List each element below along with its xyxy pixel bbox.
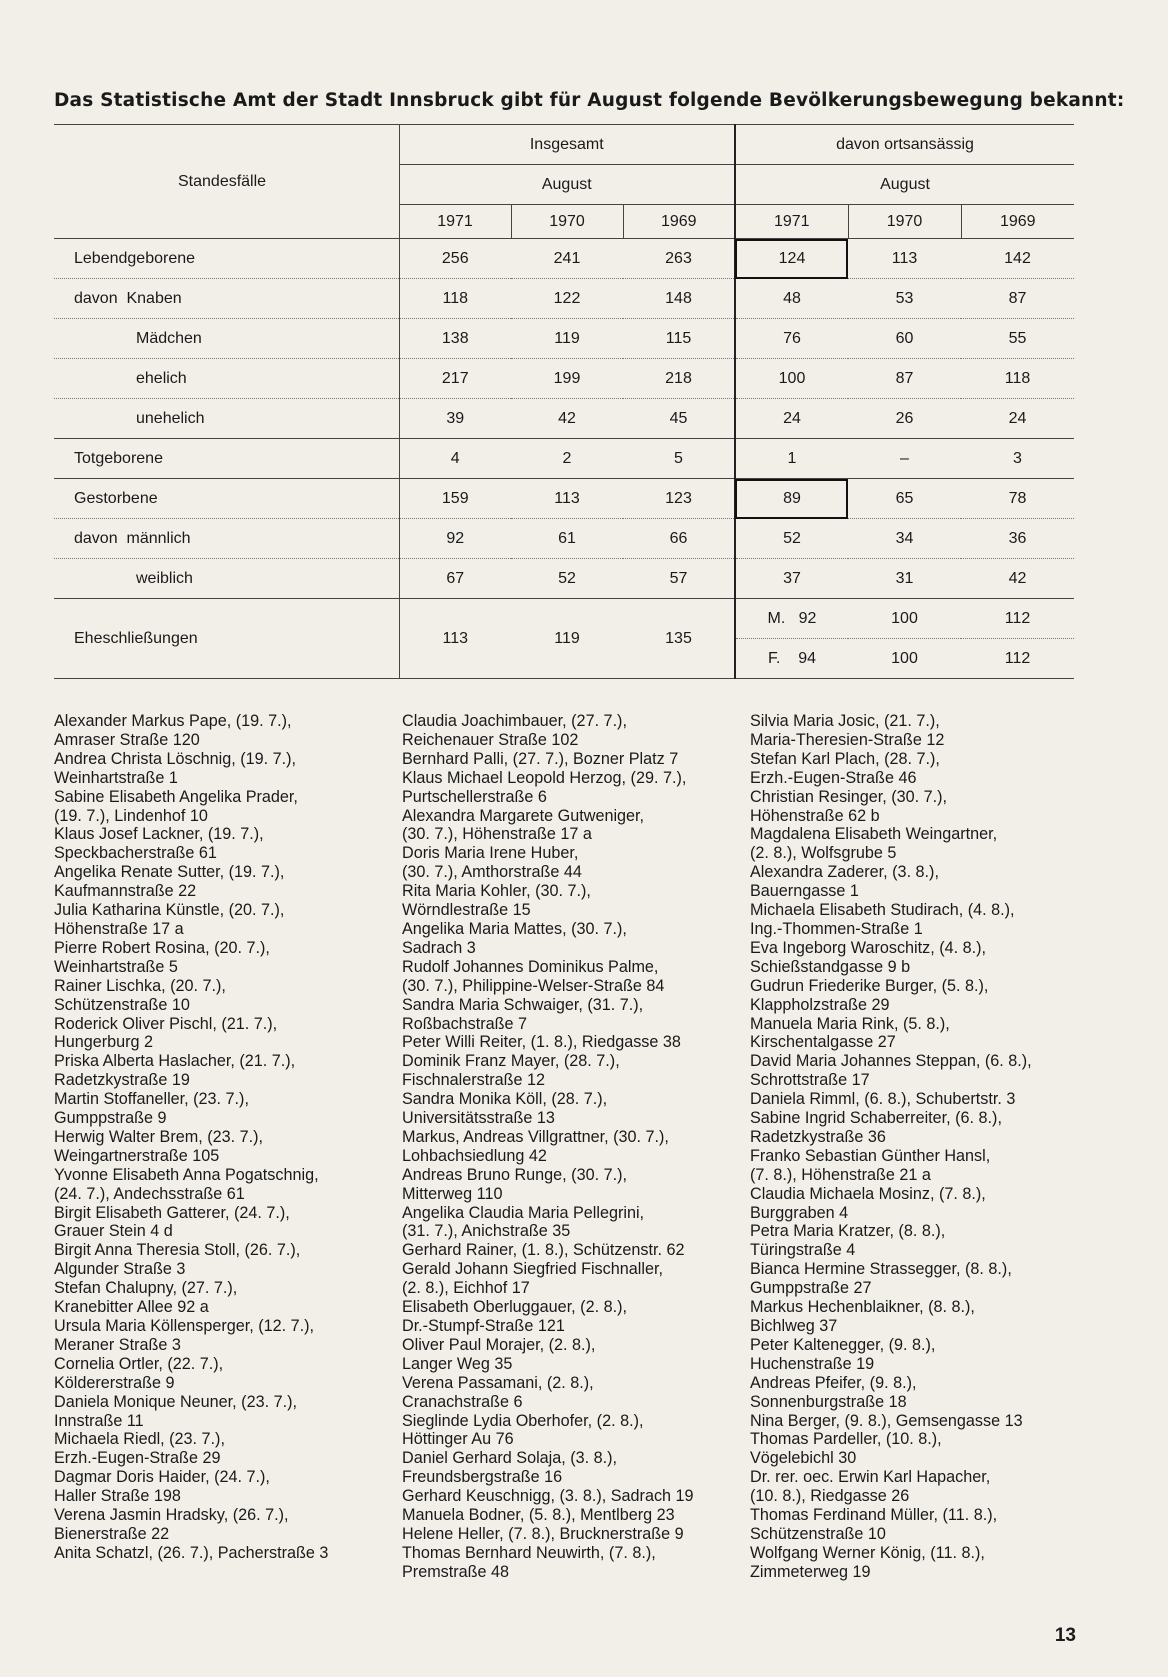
list-line: Dagmar Doris Haider, (24. 7.), (54, 1468, 270, 1487)
row-prefix: davon (74, 289, 118, 307)
list-line: Bernhard Palli, (27. 7.), Bozner Platz 7 (402, 749, 679, 768)
table-cell: 142 (961, 239, 1074, 279)
list-line: Mitterweg 110 (402, 1184, 503, 1203)
list-line: Franko Sebastian Günther Hansl, (750, 1146, 991, 1165)
list-line: (19. 7.), Lindenhof 10 (54, 806, 208, 825)
list-line: (30. 7.), Philippine-Welser-Straße 84 (402, 976, 665, 995)
population-statistics-table (54, 124, 1074, 680)
list-line: Weingartnerstraße 105 (54, 1146, 220, 1165)
list-line: Innstraße 11 (54, 1411, 144, 1430)
list-line: Gerhard Rainer, (1. 8.), Schützenstr. 62 (402, 1241, 685, 1260)
table-cell: 42 (961, 559, 1074, 599)
table-cell-boxed: 124 (735, 239, 848, 279)
list-line: Bauerngasse 1 (750, 882, 859, 901)
table-cell: 1 (735, 439, 848, 479)
list-line: (30. 7.), Amthorstraße 44 (402, 863, 582, 882)
table-cell: 112 (961, 639, 1074, 679)
list-line: Gudrun Friederike Burger, (5. 8.), (750, 976, 989, 995)
sex-prefix: M. (767, 609, 786, 627)
table-cell: 76 (735, 319, 848, 359)
table-cell: 115 (623, 319, 735, 359)
list-line: Burggraben 4 (750, 1203, 849, 1222)
table-cell: 57 (623, 559, 735, 599)
list-line: Michaela Riedl, (23. 7.), (54, 1430, 225, 1449)
row-label: Eheschließungen (54, 599, 399, 679)
table-cell: 61 (511, 519, 623, 559)
list-line: Radetzkystraße 36 (750, 1127, 886, 1146)
table-cell: 26 (848, 399, 961, 439)
list-line: Wörndlestraße 15 (402, 901, 531, 920)
row-label: Lebendgeborene (54, 239, 399, 279)
list-line: Christian Resinger, (30. 7.), (750, 787, 948, 806)
group-header-ortsansaessig: davon ortsansässig (735, 125, 1074, 165)
list-line: Andreas Pfeifer, (9. 8.), (750, 1373, 917, 1392)
list-line: Sieglinde Lydia Oberhofer, (2. 8.), (402, 1411, 644, 1430)
list-line: Rainer Lischka, (20. 7.), (54, 976, 226, 995)
list-line: Weinhartstraße 5 (54, 957, 178, 976)
table-cell: 53 (848, 279, 961, 319)
list-line: Gumppstraße 9 (54, 1109, 167, 1128)
list-line: Radetzkystraße 19 (54, 1071, 190, 1090)
list-line: Cornelia Ortler, (22. 7.), (54, 1354, 224, 1373)
list-line: (10. 8.), Riedgasse 26 (750, 1487, 910, 1506)
table-cell: 123 (623, 479, 735, 519)
list-line: Gerald Johann Siegfried Fischnaller, (402, 1260, 663, 1279)
year-header: 1969 (961, 205, 1074, 239)
list-line: Premstraße 48 (402, 1562, 510, 1581)
list-line: Fischnalerstraße 12 (402, 1071, 546, 1090)
year-header: 1971 (735, 205, 848, 239)
table-cell: 122 (511, 279, 623, 319)
table-cell: 263 (623, 239, 735, 279)
table-cell: – (848, 439, 961, 479)
list-line: Weinhartstraße 1 (54, 768, 178, 787)
list-line: Universitätsstraße 13 (402, 1109, 555, 1128)
list-line: Helene Heller, (7. 8.), Brucknerstraße 9 (402, 1524, 684, 1543)
table-cell: 218 (623, 359, 735, 399)
table-cell: 113 (848, 239, 961, 279)
row-header-standesfaelle: Standesfälle (54, 125, 399, 239)
list-line: (2. 8.), Wolfsgrube 5 (750, 844, 897, 863)
list-line: Haller Straße 198 (54, 1487, 181, 1506)
page-number: 13 (1054, 1625, 1076, 1646)
list-line: Bienerstraße 22 (54, 1524, 170, 1543)
table-cell: 256 (399, 239, 511, 279)
list-line: Amraser Straße 120 (54, 730, 200, 749)
table-cell: 113 (399, 599, 511, 679)
row-prefix: davon (74, 529, 118, 547)
list-line: Schützenstraße 10 (750, 1524, 886, 1543)
year-header: 1970 (848, 205, 961, 239)
row-label: Mädchen (54, 319, 399, 359)
table-cell: 24 (735, 399, 848, 439)
list-line: Daniela Monique Neuner, (23. 7.), (54, 1392, 297, 1411)
row-label-text: Knaben (126, 289, 182, 307)
table-cell: 5 (623, 439, 735, 479)
table-cell: 34 (848, 519, 961, 559)
list-line: Vögelebichl 30 (750, 1449, 857, 1468)
list-line: (24. 7.), Andechsstraße 61 (54, 1184, 245, 1203)
list-line: Birgit Elisabeth Gatterer, (24. 7.), (54, 1203, 290, 1222)
list-line: Höhenstraße 62 b (750, 806, 880, 825)
list-line: Dr.-Stumpf-Straße 121 (402, 1317, 565, 1335)
table-row-maennlich (54, 519, 1074, 559)
list-line: Magdalena Elisabeth Weingartner, (750, 825, 998, 844)
birth-list-left-column (54, 712, 328, 1563)
page-headline: Das Statistische Amt der Stadt Innsbruck gibt für August folgende Bevölkerungsbewegung bekannt: (54, 90, 1125, 111)
list-line: Gumppstraße 27 (750, 1279, 872, 1298)
list-line: Meraner Straße 3 (54, 1335, 181, 1354)
table-cell: 37 (735, 559, 848, 599)
row-label: unehelich (54, 399, 399, 439)
list-line: Bichlweg 37 (750, 1317, 838, 1335)
list-line: Freundsbergstraße 16 (402, 1468, 563, 1487)
table-cell: 87 (961, 279, 1074, 319)
list-line: Türingstraße 4 (750, 1241, 856, 1260)
list-line: Kirschentalgasse 27 (750, 1033, 896, 1052)
year-header: 1969 (623, 205, 735, 239)
table-cell: 87 (848, 359, 961, 399)
year-header: 1971 (399, 205, 511, 239)
list-line: Erzh.-Eugen-Straße 29 (54, 1449, 221, 1468)
list-line: Pierre Robert Rosina, (20. 7.), (54, 938, 270, 957)
table-cell: 118 (961, 359, 1074, 399)
list-line: Thomas Bernhard Neuwirth, (7. 8.), (402, 1543, 656, 1562)
list-line: Stefan Karl Plach, (28. 7.), (750, 749, 940, 768)
table-cell: 66 (623, 519, 735, 559)
list-line: Köldererstraße 9 (54, 1373, 175, 1392)
table-cell: 36 (961, 519, 1074, 559)
list-line: Gerhard Keuschnigg, (3. 8.), Sadrach 19 (402, 1487, 694, 1506)
row-label (54, 519, 399, 559)
table-row-totgeborene (54, 439, 1074, 479)
list-line: Klaus Josef Lackner, (19. 7.), (54, 825, 264, 844)
table-cell: 42 (511, 399, 623, 439)
list-line: Petra Maria Kratzer, (8. 8.), (750, 1222, 946, 1241)
table-cell: 52 (735, 519, 848, 559)
list-line: Klaus Michael Leopold Herzog, (29. 7.), (402, 768, 687, 787)
month-header-total: August (399, 165, 735, 205)
list-line: Ing.-Thommen-Straße 1 (750, 919, 923, 938)
list-line: Höhenstraße 17 a (54, 919, 184, 938)
list-line: Claudia Michaela Mosinz, (7. 8.), (750, 1184, 986, 1203)
table-cell: 100 (735, 359, 848, 399)
list-line: Erzh.-Eugen-Straße 46 (750, 768, 917, 787)
list-line: Birgit Anna Theresia Stoll, (26. 7.), (54, 1241, 301, 1260)
list-line: Angelika Maria Mattes, (30. 7.), (402, 919, 627, 938)
table-cell: 119 (511, 599, 623, 679)
list-line: Sandra Monika Köll, (28. 7.), (402, 1090, 608, 1109)
group-header-insgesamt: Insgesamt (399, 125, 735, 165)
list-line: Doris Maria Irene Huber, (402, 844, 579, 863)
list-line: Andrea Christa Löschnig, (19. 7.), (54, 749, 297, 768)
table-cell: 55 (961, 319, 1074, 359)
table-cell-boxed: 89 (735, 479, 848, 519)
list-line: Huchenstraße 19 (750, 1354, 875, 1373)
list-line: Nina Berger, (9. 8.), Gemsengasse 13 (750, 1411, 1023, 1430)
table-cell: 138 (399, 319, 511, 359)
list-line: Sandra Maria Schwaiger, (31. 7.), (402, 995, 644, 1014)
list-line: Martin Stoffaneller, (23. 7.), (54, 1090, 249, 1109)
cell-value: 94 (798, 649, 817, 667)
list-line: Alexandra Margarete Gutweniger, (402, 806, 645, 825)
row-label (54, 279, 399, 319)
table-cell: 65 (848, 479, 961, 519)
table-cell: 24 (961, 399, 1074, 439)
table-row-eheschliessungen-m (54, 599, 1074, 639)
list-line: Priska Alberta Haslacher, (21. 7.), (54, 1052, 296, 1071)
table-cell: 78 (961, 479, 1074, 519)
table-row-gestorbene (54, 479, 1074, 519)
list-line: Peter Kaltenegger, (9. 8.), (750, 1335, 936, 1354)
table-cell: 199 (511, 359, 623, 399)
list-line: Ursula Maria Köllensperger, (12. 7.), (54, 1317, 315, 1335)
list-line: Kaufmannstraße 22 (54, 882, 197, 901)
cell-value: 92 (798, 609, 817, 627)
list-line: Manuela Maria Rink, (5. 8.), (750, 1014, 950, 1033)
list-line: Grauer Stein 4 d (54, 1222, 173, 1241)
list-line: Peter Willi Reiter, (1. 8.), Riedgasse 38 (402, 1033, 681, 1052)
list-line: Markus Hechenblaikner, (8. 8.), (750, 1298, 975, 1317)
table-cell: 113 (511, 479, 623, 519)
list-line: Reichenauer Straße 102 (402, 730, 579, 749)
list-line: Michaela Elisabeth Studirach, (4. 8.), (750, 901, 1015, 920)
list-line: Speckbacherstraße 61 (54, 844, 217, 863)
row-label: weiblich (54, 559, 399, 599)
table-cell: 100 (848, 599, 961, 639)
list-line: Daniela Rimml, (6. 8.), Schubertstr. 3 (750, 1090, 1016, 1109)
row-label: Totgeborene (54, 439, 399, 479)
list-line: Thomas Pardeller, (10. 8.), (750, 1430, 942, 1449)
list-line: (2. 8.), Eichhof 17 (402, 1279, 530, 1298)
year-header: 1970 (511, 205, 623, 239)
list-line: Höttinger Au 76 (402, 1430, 514, 1449)
row-label: ehelich (54, 359, 399, 399)
list-line: Oliver Paul Morajer, (2. 8.), (402, 1335, 596, 1354)
list-line: Hungerburg 2 (54, 1033, 153, 1052)
list-line: Sadrach 3 (402, 938, 476, 957)
table-cell: 112 (961, 599, 1074, 639)
list-line: Langer Weg 35 (402, 1354, 513, 1373)
table-row-maedchen (54, 319, 1074, 359)
month-header-local: August (735, 165, 1074, 205)
list-line: David Maria Johannes Steppan, (6. 8.), (750, 1052, 1032, 1071)
list-line: Markus, Andreas Villgrattner, (30. 7.), (402, 1127, 669, 1146)
table-cell: 92 (399, 519, 511, 559)
list-line: Purtschellerstraße 6 (402, 787, 547, 806)
list-line: Manuela Bodner, (5. 8.), Mentlberg 23 (402, 1506, 675, 1525)
table-cell: 52 (511, 559, 623, 599)
table-cell: 119 (511, 319, 623, 359)
table-row-lebendgeborene (54, 239, 1074, 279)
row-label-text: männlich (126, 529, 191, 547)
list-line: Daniel Gerhard Solaja, (3. 8.), (402, 1449, 618, 1468)
table-cell: 45 (623, 399, 735, 439)
list-line: Schießstandgasse 9 b (750, 957, 911, 976)
list-line: (30. 7.), Höhenstraße 17 a (402, 825, 592, 844)
table-cell: 100 (848, 639, 961, 679)
table-cell: 135 (623, 599, 735, 679)
table-cell: 148 (623, 279, 735, 319)
list-line: Andreas Bruno Runge, (30. 7.), (402, 1165, 627, 1184)
table-cell: 4 (399, 439, 511, 479)
table-row-knaben (54, 279, 1074, 319)
list-line: Verena Passamani, (2. 8.), (402, 1373, 594, 1392)
list-line: Verena Jasmin Hradsky, (26. 7.), (54, 1506, 289, 1525)
list-line: Bianca Hermine Strassegger, (8. 8.), (750, 1260, 1012, 1279)
list-line: Dominik Franz Mayer, (28. 7.), (402, 1052, 620, 1071)
list-line: Sonnenburgstraße 18 (750, 1392, 907, 1411)
list-line: Rudolf Johannes Dominikus Palme, (402, 957, 659, 976)
list-line: Rita Maria Kohler, (30. 7.), (402, 882, 591, 901)
list-line: Anita Schatzl, (26. 7.), Pacherstraße 3 (54, 1543, 329, 1562)
list-line: Algunder Straße 3 (54, 1260, 186, 1279)
list-line: Lohbachsiedlung 42 (402, 1146, 547, 1165)
list-line: Klappholzstraße 29 (750, 995, 890, 1014)
table-row-unehelich (54, 399, 1074, 439)
list-line: (7. 8.), Höhenstraße 21 a (750, 1165, 931, 1184)
table-cell (735, 639, 848, 679)
list-line: Herwig Walter Brem, (23. 7.), (54, 1127, 263, 1146)
table-cell: 3 (961, 439, 1074, 479)
birth-list-right-column (750, 712, 1032, 1582)
table-cell (735, 599, 848, 639)
table-cell: 241 (511, 239, 623, 279)
list-line: (31. 7.), Anichstraße 35 (402, 1222, 571, 1241)
list-line: Angelika Claudia Maria Pellegrini, (402, 1203, 645, 1222)
list-line: Julia Katharina Künstle, (20. 7.), (54, 901, 285, 920)
birth-list-middle-column (402, 712, 694, 1582)
list-line: Sabine Elisabeth Angelika Prader, (54, 787, 298, 806)
list-line: Sabine Ingrid Schaberreiter, (6. 8.), (750, 1109, 1002, 1128)
table-cell: 118 (399, 279, 511, 319)
list-line: Cranachstraße 6 (402, 1392, 523, 1411)
table-cell: 67 (399, 559, 511, 599)
list-line: Angelika Renate Sutter, (19. 7.), (54, 863, 285, 882)
list-line: Roßbachstraße 7 (402, 1014, 528, 1033)
list-line: Claudia Joachimbauer, (27. 7.), (402, 712, 627, 730)
list-line: Thomas Ferdinand Müller, (11. 8.), (750, 1506, 998, 1525)
list-line: Maria-Theresien-Straße 12 (750, 730, 945, 749)
list-line: Eva Ingeborg Waroschitz, (4. 8.), (750, 938, 987, 957)
list-line: Elisabeth Oberluggauer, (2. 8.), (402, 1298, 627, 1317)
list-line: Dr. rer. oec. Erwin Karl Hapacher, (750, 1468, 991, 1487)
table-cell: 217 (399, 359, 511, 399)
table-row-ehelich (54, 359, 1074, 399)
list-line: Yvonne Elisabeth Anna Pogatschnig, (54, 1165, 319, 1184)
table-cell: 48 (735, 279, 848, 319)
list-line: Alexander Markus Pape, (19. 7.), (54, 712, 292, 730)
sex-prefix: F. (767, 649, 781, 667)
table-cell: 60 (848, 319, 961, 359)
list-line: Schrottstraße 17 (750, 1071, 870, 1090)
table-cell: 31 (848, 559, 961, 599)
list-line: Roderick Oliver Pischl, (21. 7.), (54, 1014, 278, 1033)
list-line: Alexandra Zaderer, (3. 8.), (750, 863, 939, 882)
list-line: Kranebitter Allee 92 a (54, 1298, 209, 1317)
list-line: Schützenstraße 10 (54, 995, 190, 1014)
table-cell: 2 (511, 439, 623, 479)
list-line: Silvia Maria Josic, (21. 7.), (750, 712, 940, 730)
list-line: Stefan Chalupny, (27. 7.), (54, 1279, 238, 1298)
row-label: Gestorbene (54, 479, 399, 519)
table-row-weiblich (54, 559, 1074, 599)
table-cell: 159 (399, 479, 511, 519)
list-line: Wolfgang Werner König, (11. 8.), (750, 1543, 985, 1562)
table-cell: 39 (399, 399, 511, 439)
list-line: Zimmeterweg 19 (750, 1562, 871, 1581)
